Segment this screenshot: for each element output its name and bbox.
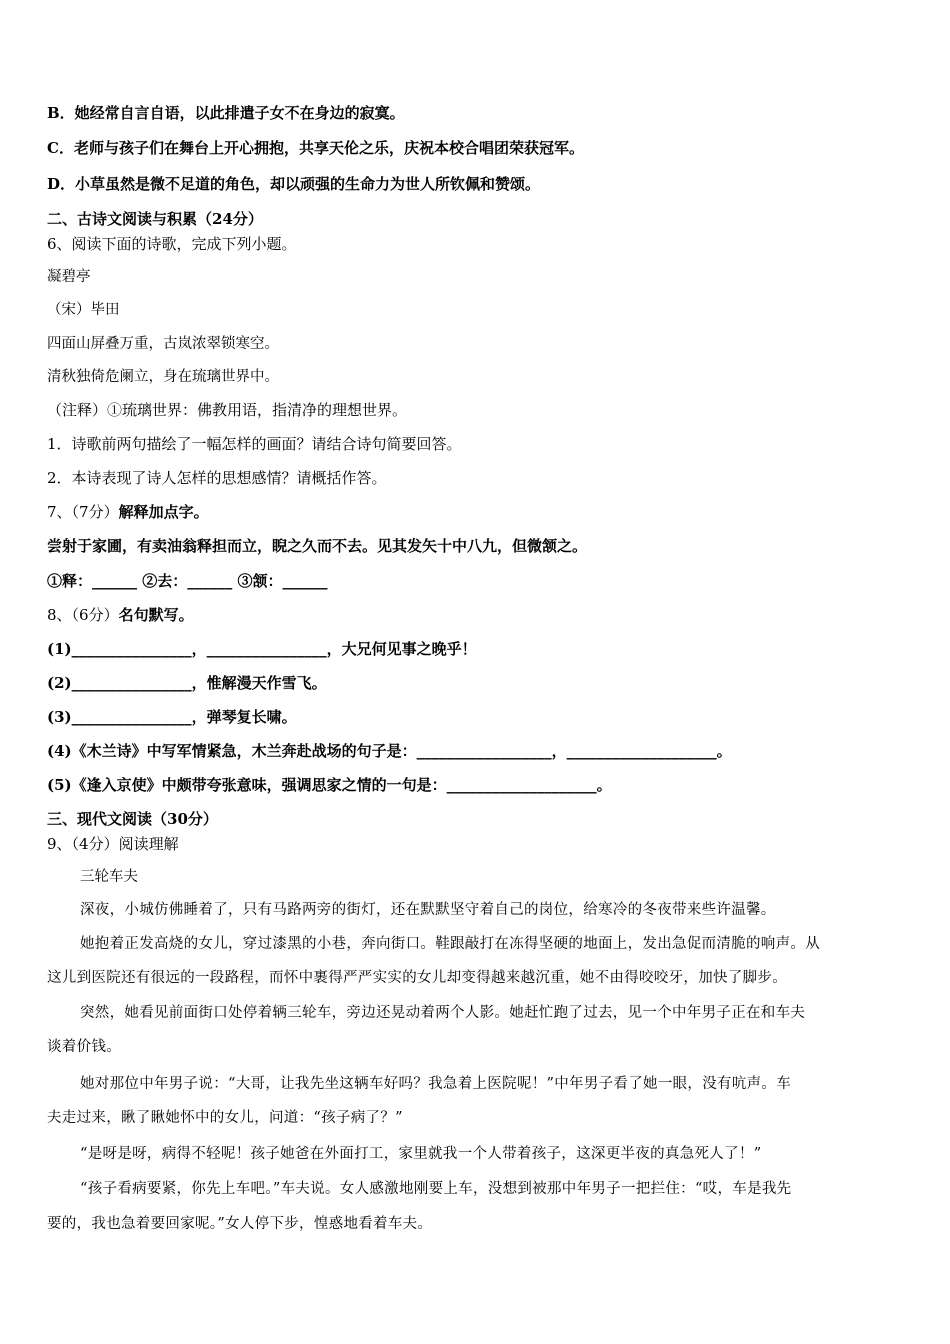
story-para-4-line-1: 她对那位中年男子说：“大哥，让我先坐这辆车好吗？我急着上医院呢！”中年男子看了她一眼，没有吭声。车: [80, 1076, 792, 1092]
story-para-2-line-2: 这儿到医院还有很远的一段路程，而怀中裹得严严实实的女儿却变得越来越沉重，她不由得咬咬牙，加快了脚步。: [47, 970, 787, 986]
option-b: B．她经常自言自语，以此排遣子女不在身边的寂寞。: [47, 104, 405, 122]
q7-instruction: 解释加点字。: [118, 503, 209, 521]
q6-sub-2: 2．本诗表现了诗人怎样的思想感情？请概括作答。: [47, 469, 387, 487]
poem-note: （注释）①琉璃世界：佛教用语，指清净的理想世界。: [47, 401, 408, 419]
q7-number: 7、（7分）: [47, 503, 119, 521]
section-heading-3: 三、现代文阅读（30分）: [47, 810, 218, 828]
story-para-6-line-1: “孩子看病要紧，你先上车吧。”车夫说。女人感激地刚要上车，没想到被那中年男子一把拦住：“哎，车是我先: [80, 1181, 792, 1197]
story-para-2-line-1: 她抱着正发高烧的女儿，穿过漆黑的小巷，奔向街口。鞋跟敲打在冻得坚硬的地面上，发出急促而清脆的响声。从: [80, 936, 820, 952]
q8-item-5: (5)《逢入京使》中颇带夸张意味，强调思家之情的一句是：____________________。: [47, 776, 612, 794]
q7-blanks: ①释：______ ②去：______ ③颔：______: [47, 572, 328, 590]
story-para-1: 深夜，小城仿佛睡着了，只有马路两旁的街灯，还在默默坚守着自己的岗位，给寒冷的冬夜带来些许温馨。: [80, 902, 776, 918]
section-heading-2: 二、古诗文阅读与积累（24分）: [47, 210, 263, 228]
option-c: C．老师与孩子们在舞台上开心拥抱，共享天伦之乐，庆祝本校合唱团荣获冠军。: [47, 139, 584, 157]
q8-item-4: (4)《木兰诗》中写军情紧急，木兰奔赴战场的句子是：__________________，____________________。: [47, 742, 732, 760]
story-para-4-line-2: 夫走过来，瞅了瞅她怀中的女儿，问道：“孩子病了？”: [47, 1110, 403, 1126]
q6-sub-1: 1．诗歌前两句描绘了一幅怎样的画面？请结合诗句简要回答。: [47, 435, 462, 453]
option-d: D．小草虽然是微不足道的角色，却以顽强的生命力为世人所钦佩和赞颂。: [47, 175, 541, 193]
story-para-3-line-1: 突然，她看见前面街口处停着辆三轮车，旁边还晃动着两个人影。她赶忙跑了过去，见一个中年男子正在和车夫: [80, 1005, 806, 1021]
story-para-3-line-2: 谈着价钱。: [47, 1039, 121, 1055]
q8-item-2: (2)________________，惟解漫天作雪飞。: [47, 674, 327, 692]
q7-passage: 尝射于家圃，有卖油翁释担而立，睨之久而不去。见其发矢十中八九，但微颔之。: [47, 537, 588, 555]
poem-line-1: 四面山屏叠万重，古岚浓翠锁寒空。: [47, 336, 279, 352]
story-title: 三轮车夫: [80, 869, 138, 885]
q8-instruction: 名句默写。: [118, 606, 194, 624]
q8-item-1: (1)________________，________________，大兄何见事之晚乎！: [47, 640, 477, 658]
story-para-6-line-2: 要的，我也急着要回家呢。”女人停下步，惶惑地看着车夫。: [47, 1216, 433, 1232]
poem-title: 凝碧亭: [47, 269, 91, 285]
q9-header: 9、（4分）阅读理解: [47, 835, 179, 853]
q8-header: [47, 605, 910, 625]
q7-header: [47, 502, 910, 522]
poem-author: （宋）毕田: [47, 302, 120, 318]
q6-prompt: 6、阅读下面的诗歌，完成下列小题。: [47, 235, 297, 253]
q8-item-3: (3)________________，弹琴复长啸。: [47, 708, 297, 726]
q8-number: 8、（6分）: [47, 606, 119, 624]
story-para-5: “是呀是呀，病得不轻呢！孩子她爸在外面打工，家里就我一个人带着孩子，这深更半夜的真急死人了！”: [80, 1146, 762, 1162]
poem-line-2: 清秋独倚危阑立，身在琉璃世界中。: [47, 369, 279, 385]
